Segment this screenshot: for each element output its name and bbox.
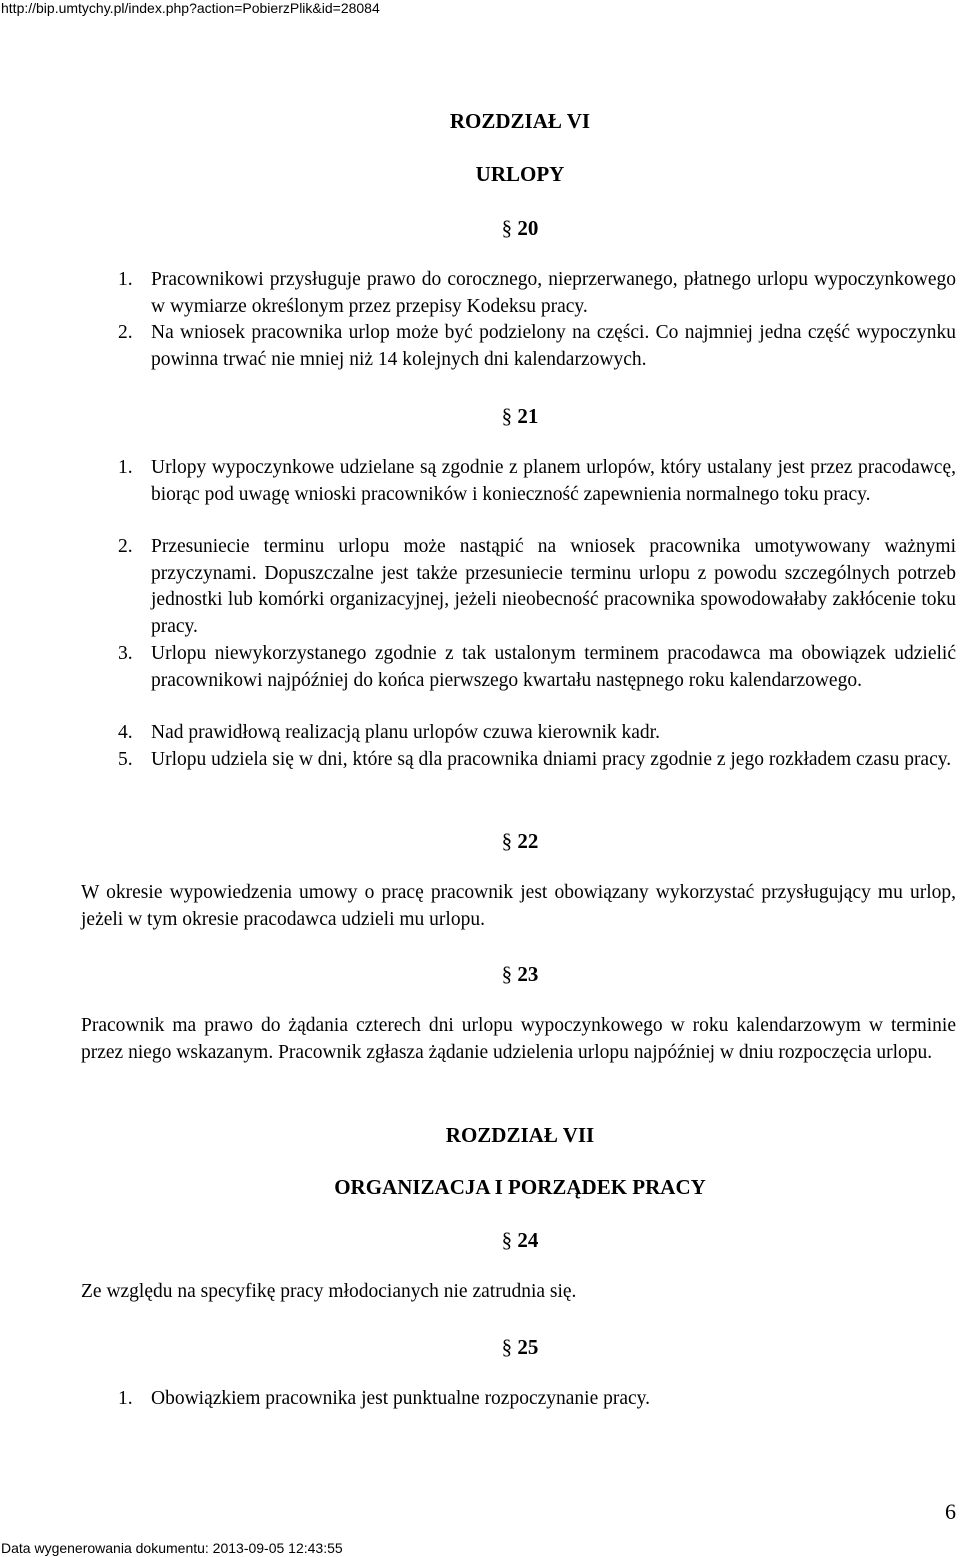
section-heading-20 [0,215,960,241]
item-text: Urlopy wypoczynkowe udzielane są zgodnie z planem urlopów, który ustalany jest przez pracodawcę, biorąc pod uwagę wnioski pracowników i konieczność zapewnienia normalnego toku pracy. [151,457,956,505]
item-text: Przesuniecie terminu urlopu może nastąpić na wniosek pracownika umotywowany ważnymi przyczynami. Dopuszczalne jest także przesuniecie terminu urlopu z powodu szczególnych potrzeb jednostki lub komórki organizacyjnej, jeżeli nieobecność pracownika spowodowałaby zakłócenie toku pracy. [151,536,956,637]
item-number: 3. [118,643,133,664]
item-text: Na wniosek pracownika urlop może być podzielony na części. Co najmniej jedna część wypoczynku powinna trwać nie mniej niż 14 kolejnych dni kalendarzowych. [151,322,956,370]
section-number: 22 [517,829,539,853]
list-item [118,534,956,640]
section-symbol: § [501,829,513,853]
generation-date: Data wygenerowania dokumentu: 2013-09-05 12:43:55 [1,1540,343,1556]
item-number: 4. [118,722,133,743]
item-number: 1. [118,1388,133,1409]
chapter-subtitle: ORGANIZACJA I PORZĄDEK PRACY [334,1175,706,1199]
list-item [118,455,956,508]
list-item [118,267,956,320]
section-heading-22 [0,828,960,854]
section-heading-23 [0,961,960,987]
source-url: http://bip.umtychy.pl/index.php?action=PobierzPlik&id=28084 [1,0,380,16]
section-symbol: § [501,962,513,986]
item-number: 2. [118,322,133,343]
chapter-title: ROZDZIAŁ VII [445,1123,595,1147]
item-text: Nad prawidłową realizacją planu urlopów czuwa kierownik kadr. [151,722,660,743]
chapter-subtitle: URLOPY [475,162,565,186]
item-number: 2. [118,536,133,557]
page-number: 6 [945,1499,956,1524]
paragraph: Ze względu na specyfikę pracy młodocianych nie zatrudnia się. [81,1281,577,1302]
item-number: 5. [118,749,133,770]
item-text: Obowiązkiem pracownika jest punktualne rozpoczynanie pracy. [151,1388,651,1409]
list-item [118,641,956,694]
item-text: Pracownikowi przysługuje prawo do corocznego, nieprzerwanego, płatnego urlopu wypoczynkowego w wymiarze określonym przez przepisy Kodeksu pracy. [151,269,956,317]
section-heading-25 [0,1334,960,1360]
section-number: 23 [517,962,539,986]
section-heading-24 [0,1227,960,1253]
section-number: 20 [517,216,539,240]
list-item [118,1386,956,1413]
item-text: Urlopu niewykorzystanego zgodnie z tak ustalonym terminem pracodawca ma obowiązek udzielić pracownikowi najpóźniej do końca pierwszego kwartału następnego roku kalendarzowego. [151,643,956,691]
item-number: 1. [118,269,133,290]
list-item [118,720,956,747]
section-number: 25 [517,1335,539,1359]
list-item [118,747,956,774]
paragraph: W okresie wypowiedzenia umowy o pracę pracownik jest obowiązany wykorzystać przysługujący mu urlop, jeżeli w tym okresie pracodawca udzieli mu urlopu. [81,882,956,930]
section-symbol: § [501,1335,513,1359]
list-item [118,320,956,373]
section-symbol: § [501,216,513,240]
section-symbol: § [501,404,513,428]
section-heading-21 [0,403,960,429]
section-symbol: § [501,1228,513,1252]
item-text: Urlopu udziela się w dni, które są dla pracownika dniami pracy zgodnie z jego rozkładem czasu pracy. [151,749,952,770]
section-number: 21 [517,404,539,428]
item-number: 1. [118,457,133,478]
paragraph: Pracownik ma prawo do żądania czterech dni urlopu wypoczynkowego w roku kalendarzowym w terminie przez niego wskazanym. Pracownik zgłasza żądanie udzielenia urlopu najpóźniej w dniu rozpoczęcia urlopu. [81,1015,956,1063]
section-number: 24 [517,1228,539,1252]
chapter-title: ROZDZIAŁ VI [449,109,591,133]
